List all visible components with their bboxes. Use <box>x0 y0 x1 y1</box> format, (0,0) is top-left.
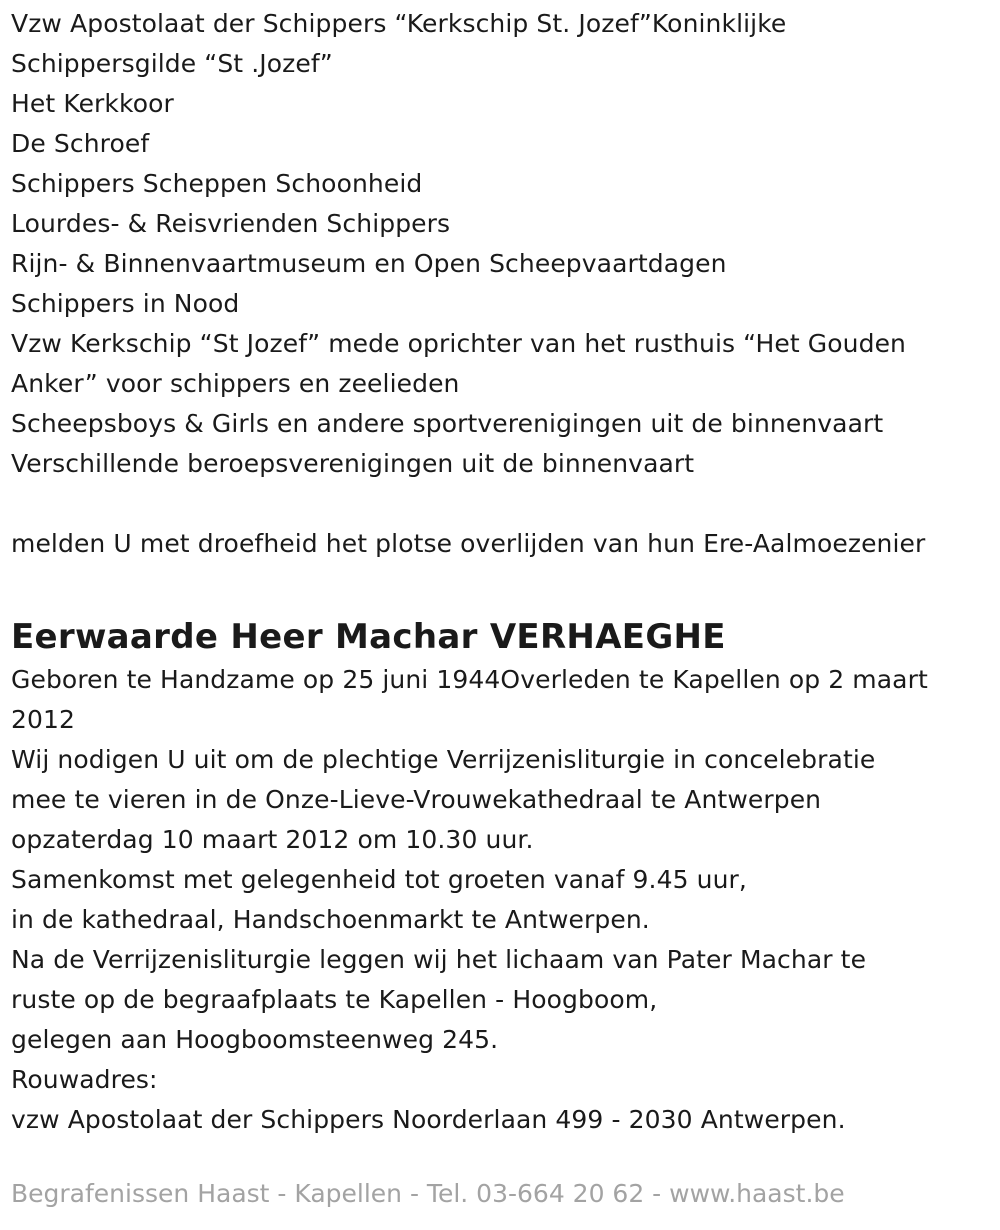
detail-line: opzaterdag 10 maart 2012 om 10.30 uur. <box>11 825 534 854</box>
sender-line: Schippersgilde “St .Jozef” <box>11 49 333 78</box>
detail-line: gelegen aan Hoogboomsteenweg 245. <box>11 1025 499 1054</box>
sender-line: Scheepsboys & Girls en andere sportverenigingen uit de binnenvaart <box>11 409 884 438</box>
sender-line: Vzw Kerkschip “St Jozef” mede oprichter van het rusthuis “Het Gouden <box>11 329 906 358</box>
sender-line: Schippers Scheppen Schoonheid <box>11 169 423 198</box>
spacer <box>11 484 986 524</box>
detail-line: in de kathedraal, Handschoenmarkt te Antwerpen. <box>11 905 650 934</box>
deceased-name: Eerwaarde Heer Machar VERHAEGHE <box>11 617 726 657</box>
detail-line: Wij nodigen U uit om de plechtige Verrijzenisliturgie in concelebratie <box>11 745 876 774</box>
ceremony-details <box>11 740 986 1140</box>
detail-line: Na de Verrijzenisliturgie leggen wij het lichaam van Pater Machar te <box>11 945 867 974</box>
detail-line: vzw Apostolaat der Schippers Noorderlaan 499 - 2030 Antwerpen. <box>11 1105 846 1134</box>
sender-line: Rijn- & Binnenvaartmuseum en Open Scheepvaartdagen <box>11 249 727 278</box>
funeral-home-footer: Begrafenissen Haast - Kapellen - Tel. 03-664 20 62 - www.haast.be <box>11 1179 845 1208</box>
detail-line: mee te vieren in de Onze-Lieve-Vrouwekathedraal te Antwerpen <box>11 785 822 814</box>
death-notice <box>11 4 986 1140</box>
sender-line: De Schroef <box>11 129 150 158</box>
detail-line: Samenkomst met gelegenheid tot groeten vanaf 9.45 uur, <box>11 865 747 894</box>
detail-line: Rouwadres: <box>11 1065 158 1094</box>
sender-line: Lourdes- & Reisvrienden Schippers <box>11 209 451 238</box>
detail-line: ruste op de begraafplaats te Kapellen - Hoogboom, <box>11 985 658 1014</box>
sender-line: Verschillende beroepsverenigingen uit de binnenvaart <box>11 449 695 478</box>
senders-list <box>11 4 986 484</box>
sender-line: Schippers in Nood <box>11 289 240 318</box>
announcement-text: melden U met droefheid het plotse overlijden van hun Ere-Aalmoezenier <box>11 529 926 558</box>
sender-line: Anker” voor schippers en zeelieden <box>11 369 460 398</box>
birth-death-text: Geboren te Handzame op 25 juni 1944Overleden te Kapellen op 2 maart 2012 <box>11 665 928 734</box>
sender-line: Het Kerkkoor <box>11 89 174 118</box>
sender-line: Vzw Apostolaat der Schippers “Kerkschip St. Jozef”Koninklijke <box>11 9 787 38</box>
